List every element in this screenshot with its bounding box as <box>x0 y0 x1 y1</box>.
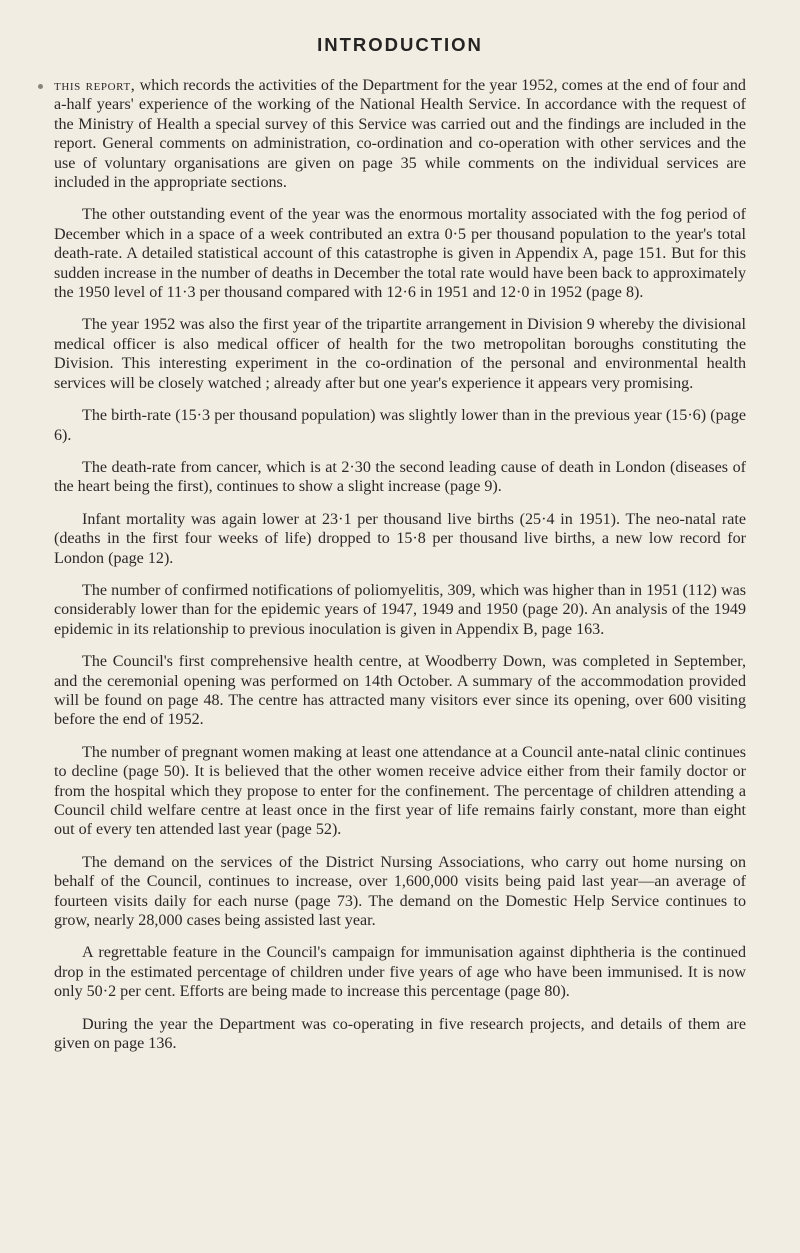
paragraph-ante-natal: The number of pregnant women making at least one attendance at a Council ante-natal clinic continues to decline (page 50). It is believed that the other women receive advice either from their family doctor or from the hospital which they propose to enter for the confinement. The percentage of children attending a Council child welfare centre at least once in the first year of life remains fairly constant, more than eight out of every ten attended last year (page 52). <box>54 743 746 839</box>
paragraph-cancer-death-rate: The death-rate from cancer, which is at 2·30 the second leading cause of death in London (diseases of the heart being the first), continues to show a slight increase (page 9). <box>54 458 746 496</box>
page-title: INTRODUCTION <box>317 34 483 55</box>
intro-paragraph-text: which records the activities of the Department for the year 1952, comes at the end of four and a-half years' experience of the working of the National Health Service. In accordance with the request of the Ministry of Health a special survey of this Service was carried out and the findings are included in the report. General comments on administration, co-ordination and co-operation with other services and the use of voluntary organisations are given on page 35 while comments on the individual services are included in the appropriate sections. <box>54 77 746 192</box>
document-page <box>54 0 746 1053</box>
intro-paragraph <box>54 76 746 192</box>
paragraph-fog-mortality: The other outstanding event of the year was the enormous mortality associated with the fog period of December which in a space of a week contributed an extra 0·5 per thousand population to the year's total death-rate. A detailed statistical account of this catastrophe is given in Appendix A, page 151. But for this sudden increase in the number of deaths in December the total rate would have been back to approximately the 1950 level of 11·3 per thousand compared with 12·6 in 1951 and 12·0 in 1952 (page 8). <box>54 206 746 302</box>
bullet-mark <box>38 84 43 89</box>
paragraph-health-centre: The Council's first comprehensive health centre, at Woodberry Down, was completed in September, and the ceremonial opening was performed on 14th October. A summary of the accommodation provided will be found on page 48. The centre has attracted many visitors ever since its opening, over 600 visiting before the end of 1952. <box>54 653 746 729</box>
lead-small-caps: this report, <box>54 77 136 94</box>
paragraph-birth-rate: The birth-rate (15·3 per thousand population) was slightly lower than in the previous year (15·6) (page 6). <box>54 407 746 444</box>
paragraph-poliomyelitis: The number of confirmed notifications of poliomyelitis, 309, which was higher than in 1951 (112) was considerably lower than for the epidemic years of 1947, 1949 and 1950 (page 20). An analysis of the 1949 epidemic in its relationship to previous inoculation is given in Appendix B, page 163. <box>54 581 746 638</box>
paragraph-district-nursing: The demand on the services of the District Nursing Associations, who carry out home nursing on behalf of the Council, continues to increase, over 1,600,000 visits being paid last year—an average of fourteen visits daily for each nurse (page 73). The demand on the Domestic Help Service continues to grow, nearly 28,000 cases being assisted last year. <box>54 853 746 930</box>
paragraph-tripartite-arrangement: The year 1952 was also the first year of the tripartite arrangement in Division 9 whereby the divisional medical officer is also medical officer of health for the two metropolitan boroughs constituting the Division. This interesting experiment in the co-ordination of the personal and environmental health services will be closely watched ; already after but one year's experience it appears very promising. <box>54 316 746 392</box>
paragraph-research-projects: During the year the Department was co-operating in five research projects, and details of them are given on page 136. <box>54 1015 746 1053</box>
paragraph-diphtheria-immunisation: A regrettable feature in the Council's campaign for immunisation against diphtheria is the continued drop in the estimated percentage of children under five years of age who have been immunised. It is now only 50·2 per cent. Efforts are being made to increase this percentage (page 80). <box>54 944 746 1001</box>
paragraph-infant-mortality: Infant mortality was again lower at 23·1 per thousand live births (25·4 in 1951). The neo-natal rate (deaths in the first four weeks of life) dropped to 15·8 per thousand live births, a new low record for London (page 12). <box>54 510 746 567</box>
